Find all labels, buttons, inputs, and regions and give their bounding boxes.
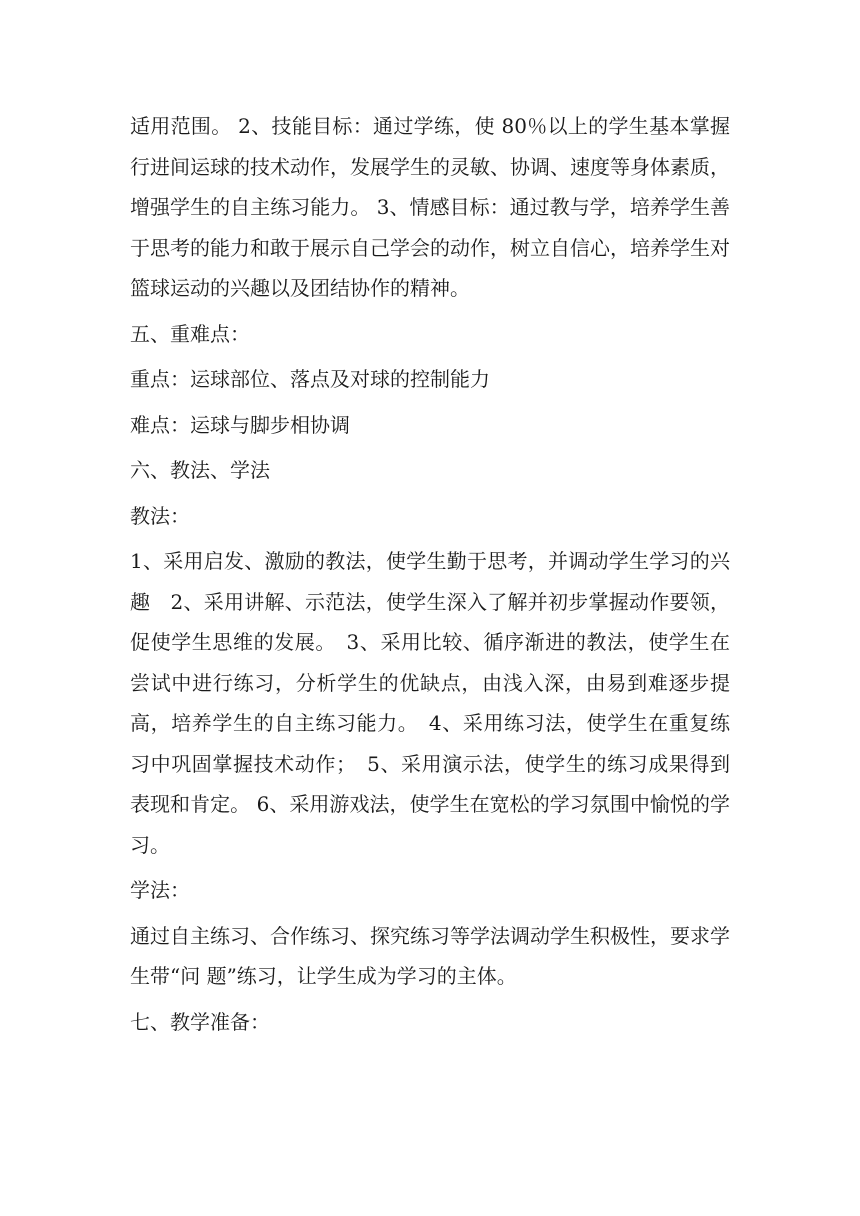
section-7-heading: 七、教学准备： [130,1009,270,1034]
section-5-heading: 五、重难点： [130,321,250,346]
goals-paragraph: 适用范围。 2、技能目标：通过学练，使 80％以上的学生基本掌握行进间运球的技术动作，发展学生的灵敏、协调、速度等身体素质，增强学生的自主练习能力。 3、情感目标：通过教与学，培养学生善于思考的能力和敢于展示自己学会的动作，树立自信心，培养学生对篮球运动的兴趣以及团结协作的精神。 [130,114,730,300]
difficult-point-line: 难点：运球与脚步相协调 [130,412,350,437]
document-page [130,106,730,1042]
teaching-method-label: 教法： [130,503,190,528]
learning-method-paragraph: 通过自主练习、合作练习、探究练习等学法调动学生积极性，要求学生带“问 题”练习，让学生成为学习的主体。 [130,923,730,988]
section-6-heading: 六、教法、学法 [130,458,270,482]
key-point-line: 重点：运球部位、落点及对球的控制能力 [130,367,490,391]
learning-method-label: 学法： [130,878,190,902]
teaching-method-paragraph: 1、采用启发、激励的教法，使学生勤于思考，并调动学生学习的兴趣 2、采用讲解、示范法，使学生深入了解并初步掌握动作要领，促使学生思维的发展。 3、采用比较、循序渐进的教法，使学生在尝试中进行练习，分析学生的优缺点，由浅入深，由易到难逐步提高，培养学生的自主练习能力。 4、采用练习法，使学生在重复练习中巩固掌握技术动作； 5、采用演示法，使学生的练习成果得到表现和肯定。 6、采用游戏法，使学生在宽松的学习氛围中愉悦的学习。 [130,549,730,857]
